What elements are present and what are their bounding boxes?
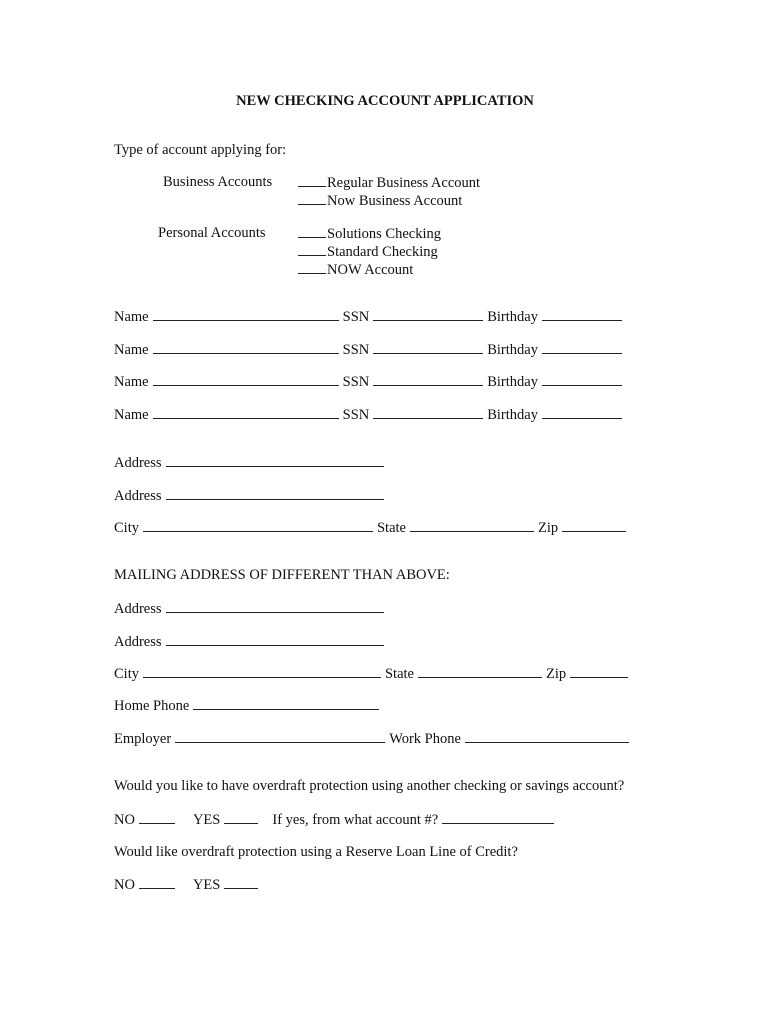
birthday-field[interactable] bbox=[542, 372, 622, 386]
checkbox-line[interactable] bbox=[298, 224, 326, 238]
birthday-field[interactable] bbox=[542, 405, 622, 419]
checkbox-line[interactable] bbox=[298, 242, 326, 256]
checkbox-line[interactable] bbox=[298, 173, 326, 187]
mailing-address-field[interactable] bbox=[166, 632, 384, 646]
overdraft-question-2: Would like overdraft protection using a Reserve Loan Line of Credit? bbox=[114, 844, 518, 860]
checkbox-line[interactable] bbox=[298, 260, 326, 274]
option-regular-business[interactable]: Regular Business Account bbox=[298, 173, 480, 192]
city-state-zip-row: City State Zip bbox=[114, 518, 630, 537]
city-field[interactable] bbox=[143, 518, 373, 532]
employer-field[interactable] bbox=[175, 729, 385, 743]
state-field[interactable] bbox=[410, 518, 534, 532]
mailing-zip-field[interactable] bbox=[570, 664, 628, 678]
birthday-field[interactable] bbox=[542, 340, 622, 354]
ssn-field[interactable] bbox=[373, 405, 483, 419]
mailing-address-heading: MAILING ADDRESS OF DIFFERENT THAN ABOVE: bbox=[114, 567, 450, 583]
overdraft-answer-row-1: NO YES If yes, from what account #? bbox=[114, 810, 558, 829]
overdraft-answer-row-2: NO YES bbox=[114, 875, 262, 894]
business-accounts-label: Business Accounts bbox=[163, 174, 273, 190]
work-phone-field[interactable] bbox=[465, 729, 629, 743]
name-field[interactable] bbox=[153, 372, 339, 386]
address-field[interactable] bbox=[166, 453, 384, 467]
ssn-field[interactable] bbox=[373, 372, 483, 386]
home-phone-field[interactable] bbox=[193, 696, 379, 710]
home-phone-row: Home Phone bbox=[114, 696, 383, 715]
no-field[interactable] bbox=[139, 810, 175, 824]
yes-field[interactable] bbox=[224, 875, 258, 889]
name-field[interactable] bbox=[153, 307, 339, 321]
account-type-prompt: Type of account applying for: bbox=[114, 142, 287, 158]
mailing-address-field[interactable] bbox=[166, 599, 384, 613]
applicant-row-4: Name SSN Birthday bbox=[114, 405, 626, 424]
option-now-account[interactable]: NOW Account bbox=[298, 260, 413, 279]
zip-field[interactable] bbox=[562, 518, 626, 532]
account-number-field[interactable] bbox=[442, 810, 554, 824]
name-field[interactable] bbox=[153, 405, 339, 419]
option-solutions-checking[interactable]: Solutions Checking bbox=[298, 224, 441, 243]
mailing-state-field[interactable] bbox=[418, 664, 542, 678]
mailing-address-line-1: Address bbox=[114, 599, 388, 618]
page-title: NEW CHECKING ACCOUNT APPLICATION bbox=[236, 93, 534, 109]
mailing-city-field[interactable] bbox=[143, 664, 381, 678]
mailing-address-line-2: Address bbox=[114, 632, 388, 651]
option-standard-checking[interactable]: Standard Checking bbox=[298, 242, 438, 261]
employer-row: Employer Work Phone bbox=[114, 729, 633, 748]
address-line-2: Address bbox=[114, 486, 388, 505]
address-line-1: Address bbox=[114, 453, 388, 472]
option-now-business[interactable]: Now Business Account bbox=[298, 191, 462, 210]
overdraft-question-1: Would you like to have overdraft protection using another checking or savings account? bbox=[114, 778, 625, 794]
mailing-city-state-zip-row: City State Zip bbox=[114, 664, 632, 683]
personal-accounts-label: Personal Accounts bbox=[158, 225, 266, 241]
applicant-row-3: Name SSN Birthday bbox=[114, 372, 626, 391]
checkbox-line[interactable] bbox=[298, 191, 326, 205]
ssn-field[interactable] bbox=[373, 307, 483, 321]
yes-field[interactable] bbox=[224, 810, 258, 824]
no-field[interactable] bbox=[139, 875, 175, 889]
birthday-field[interactable] bbox=[542, 307, 622, 321]
applicant-row-2: Name SSN Birthday bbox=[114, 340, 626, 359]
name-field[interactable] bbox=[153, 340, 339, 354]
applicant-row-1: Name SSN Birthday bbox=[114, 307, 626, 326]
address-field[interactable] bbox=[166, 486, 384, 500]
ssn-field[interactable] bbox=[373, 340, 483, 354]
